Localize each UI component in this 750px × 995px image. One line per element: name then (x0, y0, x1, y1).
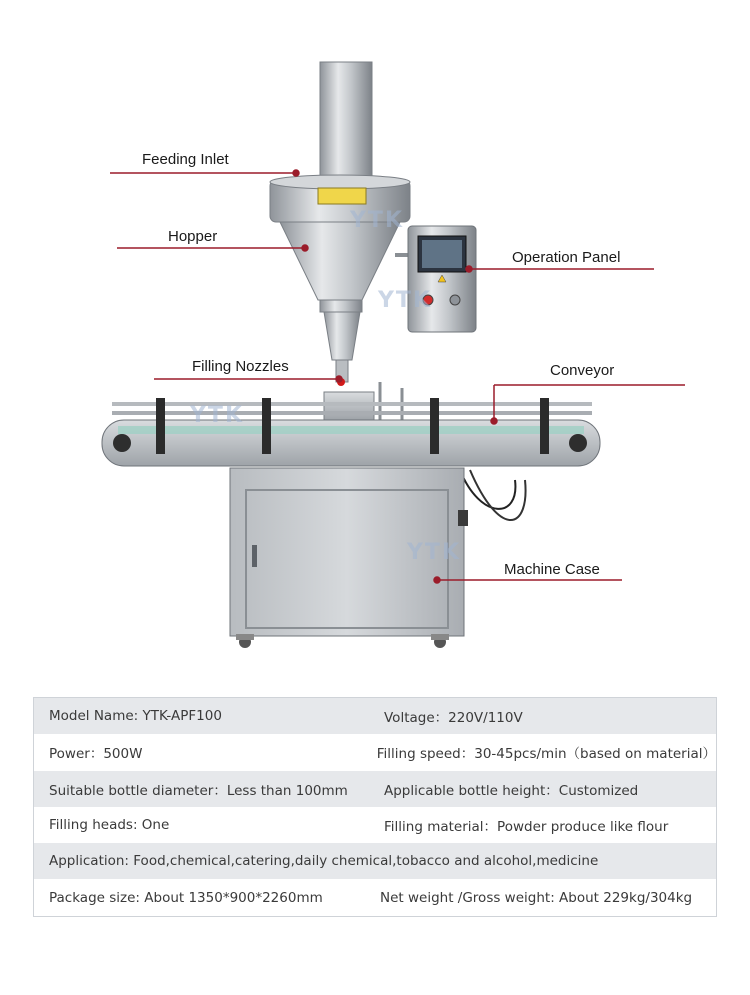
spec-power: Power：500W (49, 746, 143, 763)
table-row (34, 879, 716, 915)
label-filling-nozzles: Filling Nozzles (192, 358, 289, 375)
spec-filling-material: Filling material：Powder produce like flour (384, 819, 669, 836)
watermark-text: YTK (350, 208, 404, 233)
label-operation-panel: Operation Panel (512, 249, 621, 266)
motor-column (320, 62, 372, 180)
spec-table (33, 697, 717, 917)
table-row (34, 807, 716, 843)
spec-weight: Net weight /Gross weight: About 229kg/304kg (380, 889, 693, 906)
watermark-text: YTK (407, 540, 461, 565)
spec-filling-speed: Filling speed：30-45pcs/min（based on material） (376, 746, 716, 763)
spec-bottle-diameter: Suitable bottle diameter：Less than 100mm (49, 782, 348, 799)
conveyor-guide-rail (112, 402, 592, 406)
spec-bottle-height: Applicable bottle height：Customized (384, 782, 639, 799)
label-hopper: Hopper (168, 228, 218, 245)
watermark-text: YTK (378, 288, 432, 313)
label-feeding-inlet: Feeding Inlet (142, 151, 229, 168)
table-row (34, 843, 716, 879)
spec-voltage: Voltage：220V/110V (384, 710, 523, 727)
watermark-text: YTK (190, 403, 244, 428)
label-machine-case: Machine Case (504, 561, 600, 578)
spec-package-size: Package size: About 1350*900*2260mm (49, 889, 323, 906)
table-row (34, 698, 716, 734)
table-row (34, 734, 716, 770)
filling-nozzle (324, 312, 360, 360)
spec-application: Application: Food,chemical,catering,daily chemical,tobacco and alcohol,medicine (49, 853, 599, 870)
spec-filling-heads: Filling heads: One (49, 817, 170, 834)
spec-model-name: Model Name: YTK-APF100 (49, 708, 222, 725)
table-row (34, 771, 716, 807)
label-conveyor: Conveyor (550, 362, 615, 379)
